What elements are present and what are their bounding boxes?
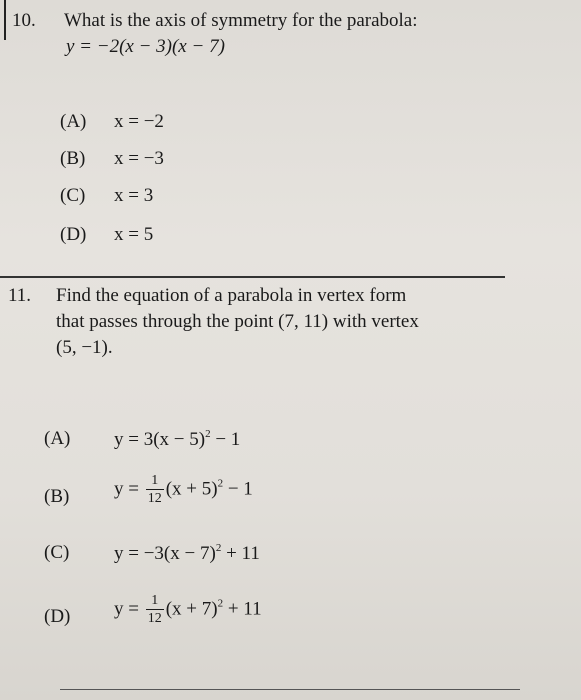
q11-question-line1: Find the equation of a parabola in vertex form — [56, 285, 407, 306]
q10-option-d-letter: (D) — [60, 224, 87, 245]
q10-option-b-letter: (B) — [60, 148, 86, 169]
q10-question: What is the axis of symmetry for the parabola: — [64, 10, 418, 31]
q10-option-c-value: x = 3 — [114, 185, 154, 206]
q11-option-a-value: $y = 3(x - 5)^2 - 1$ — [114, 428, 241, 450]
margin-line — [4, 0, 6, 40]
q10-equation: y = −2(x − 3)(x − 7) — [66, 36, 225, 57]
q10-option-a-letter: (A) — [60, 111, 87, 132]
q11-number: 11. — [8, 285, 32, 306]
q11-option-b-value: y = $\frac{1}{12}$ $(x + 5)^2 - 1$ — [114, 473, 253, 506]
q11-option-a-letter: (A) — [44, 428, 71, 449]
q11-option-c-letter: (C) — [44, 542, 70, 563]
q10-option-c-letter: (C) — [60, 185, 86, 206]
section-divider — [0, 276, 505, 278]
fraction: $\frac{1}{12}$ — [147, 473, 162, 506]
q11-option-d-letter: (D) — [44, 606, 71, 627]
q11-option-c-value: $y = -3(x - 7)^2 + 11$ — [114, 542, 260, 564]
q11-option-b-letter: (B) — [44, 486, 70, 507]
fraction: $\frac{1}{12}$ — [147, 593, 162, 626]
bottom-rule — [60, 689, 520, 690]
q10-option-b-value: x = −3 — [114, 148, 164, 169]
q11-question-line3: (5, −1). — [56, 337, 113, 358]
q11-question-line2: that passes through the point (7, 11) with vertex — [56, 311, 419, 332]
q10-number: 10. — [12, 10, 36, 31]
q10-option-a-value: x = −2 — [114, 111, 164, 132]
q11-option-d-value: y = $\frac{1}{12}$ $(x + 7)^2 + 11$ — [114, 593, 262, 626]
q10-option-d-value: x = 5 — [114, 224, 154, 245]
